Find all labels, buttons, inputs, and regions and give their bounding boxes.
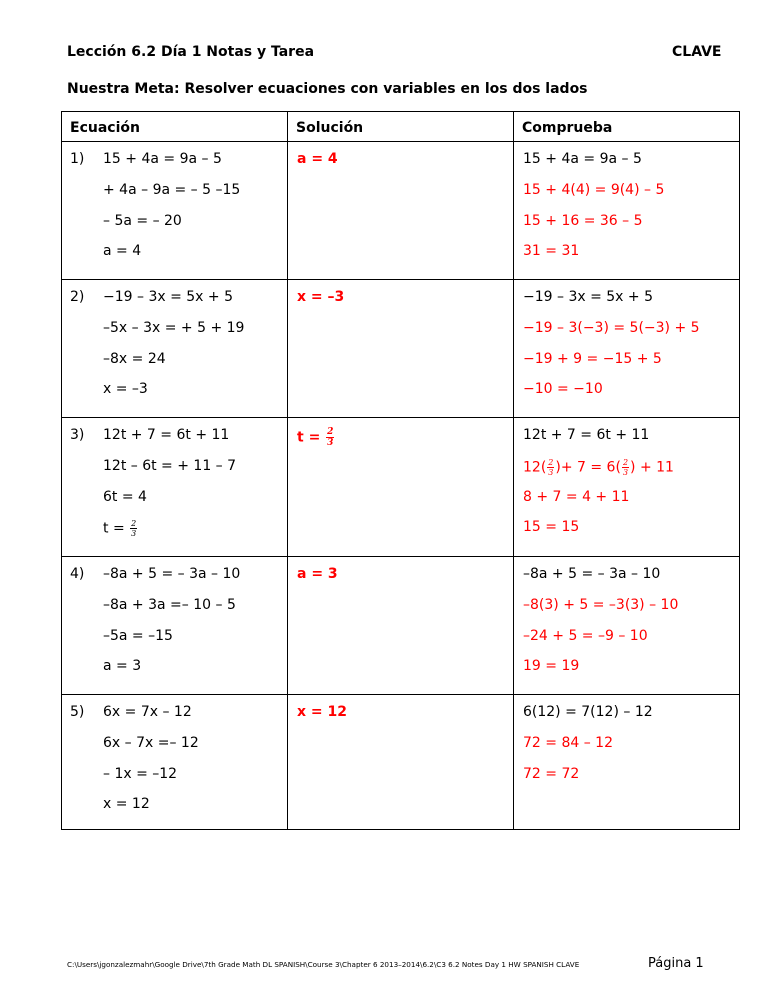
check-line: 12t + 7 = 6t + 11 [523,427,650,443]
table-row [62,142,740,280]
check-line: –8(3) + 5 = –3(3) – 10 [523,596,679,613]
file-path: C:\Users\jgonzalezmahr\Google Drive\7th Grade Math DL SPANISH\Course 3\Chapter 6 2013–2014\6.2\C3 6.2 Notes Day 1 HW SPANISH CLAVE [67,960,580,969]
problem-number: 2) [70,289,85,305]
solution-value: a = 3 [297,566,338,582]
check-line: −19 + 9 = −15 + 5 [523,350,662,367]
step [103,519,236,550]
header-equation: Ecuación [62,112,288,142]
fraction [547,458,554,477]
check-line: 19 = 19 [523,658,580,675]
step: −19 – 3x = 5x + 5 [103,289,233,305]
check-line: −10 = −10 [523,381,603,398]
step: + 4a – 9a = – 5 –15 [103,181,241,198]
solution-cell [288,557,514,695]
step: –8a + 3a =– 10 – 5 [103,596,236,613]
fraction-numerator: 2 [622,457,629,467]
step-variable: t = [103,520,125,537]
check-line: 15 + 16 = 36 – 5 [523,212,643,229]
check-line: 72 = 84 – 12 [523,734,613,751]
fraction [130,519,137,538]
solution-variable: t = [297,429,321,446]
fraction-denominator: 3 [622,467,629,477]
equations-table [61,111,740,830]
problem-number: 3) [70,427,85,443]
fraction-numerator: 2 [131,519,137,529]
check-line: 72 = 72 [523,765,580,782]
header-solution: Solución [288,112,514,142]
solution-cell [288,280,514,418]
table-row [62,280,740,418]
equation-cell [62,557,288,695]
step: –8a + 5 = – 3a – 10 [103,566,241,582]
check-text: )+ 7 = 6( [555,459,621,476]
check-line: 15 + 4(4) = 9(4) – 5 [523,181,665,198]
table-row [62,557,740,695]
check-text: ) + 11 [630,459,674,476]
equation-cell [62,280,288,418]
lesson-goal: Nuestra Meta: Resolver ecuaciones con variables en los dos lados [67,81,588,97]
fraction [326,427,334,448]
check-line: −19 – 3x = 5x + 5 [523,289,653,305]
check-line: 15 + 4a = 9a – 5 [523,151,642,167]
step: – 5a = – 20 [103,212,182,229]
step: 6t = 4 [103,488,147,505]
check-line: 15 = 15 [523,519,580,536]
equation-cell [62,695,288,830]
check-line [523,458,674,489]
equation-cell [62,142,288,280]
solution-cell [288,695,514,830]
page-number: Página 1 [648,956,704,971]
problem-number: 4) [70,566,85,582]
check-line: 31 = 31 [523,243,580,260]
check-line: 6(12) = 7(12) – 12 [523,704,653,720]
step: 12t + 7 = 6t + 11 [103,427,230,443]
step: x = –3 [103,381,148,398]
step: x = 12 [103,796,150,813]
check-text: 12( [523,459,547,476]
step: –8x = 24 [103,350,166,367]
table-row [62,695,740,830]
solution-value: a = 4 [297,151,338,167]
check-cell [514,418,740,557]
step: –5a = –15 [103,627,173,644]
table-row [62,418,740,557]
step: 15 + 4a = 9a – 5 [103,151,222,167]
check-cell [514,280,740,418]
check-cell [514,142,740,280]
step: a = 3 [103,658,142,675]
problem-number: 1) [70,151,85,167]
solution-cell [288,418,514,557]
problem-number: 5) [70,704,85,720]
fraction-denominator: 3 [131,529,137,539]
answer-key-label: CLAVE [672,44,722,60]
lesson-title: Lección 6.2 Día 1 Notas y Tarea [67,44,315,60]
header-check: Comprueba [514,112,740,142]
solution-value [297,427,335,448]
step: a = 4 [103,243,142,260]
step: – 1x = –12 [103,765,178,782]
check-line: 8 + 7 = 4 + 11 [523,488,630,505]
check-cell [514,695,740,830]
step: –5x – 3x = + 5 + 19 [103,319,245,336]
check-cell [514,557,740,695]
step: 6x = 7x – 12 [103,704,192,720]
solution-cell [288,142,514,280]
fraction [622,458,629,477]
check-line: −19 – 3(−3) = 5(−3) + 5 [523,319,700,336]
solution-value: x = 12 [297,704,347,720]
step: 6x – 7x =– 12 [103,734,199,751]
equation-cell [62,418,288,557]
check-line: –24 + 5 = –9 – 10 [523,627,648,644]
check-line: –8a + 5 = – 3a – 10 [523,566,661,582]
fraction-denominator: 3 [548,467,554,477]
fraction-numerator: 2 [327,427,334,437]
solution-value: x = –3 [297,289,345,305]
fraction-denominator: 3 [327,438,334,448]
table-header-row [62,112,740,142]
fraction-numerator: 2 [548,457,554,467]
step: 12t – 6t = + 11 – 7 [103,457,237,474]
